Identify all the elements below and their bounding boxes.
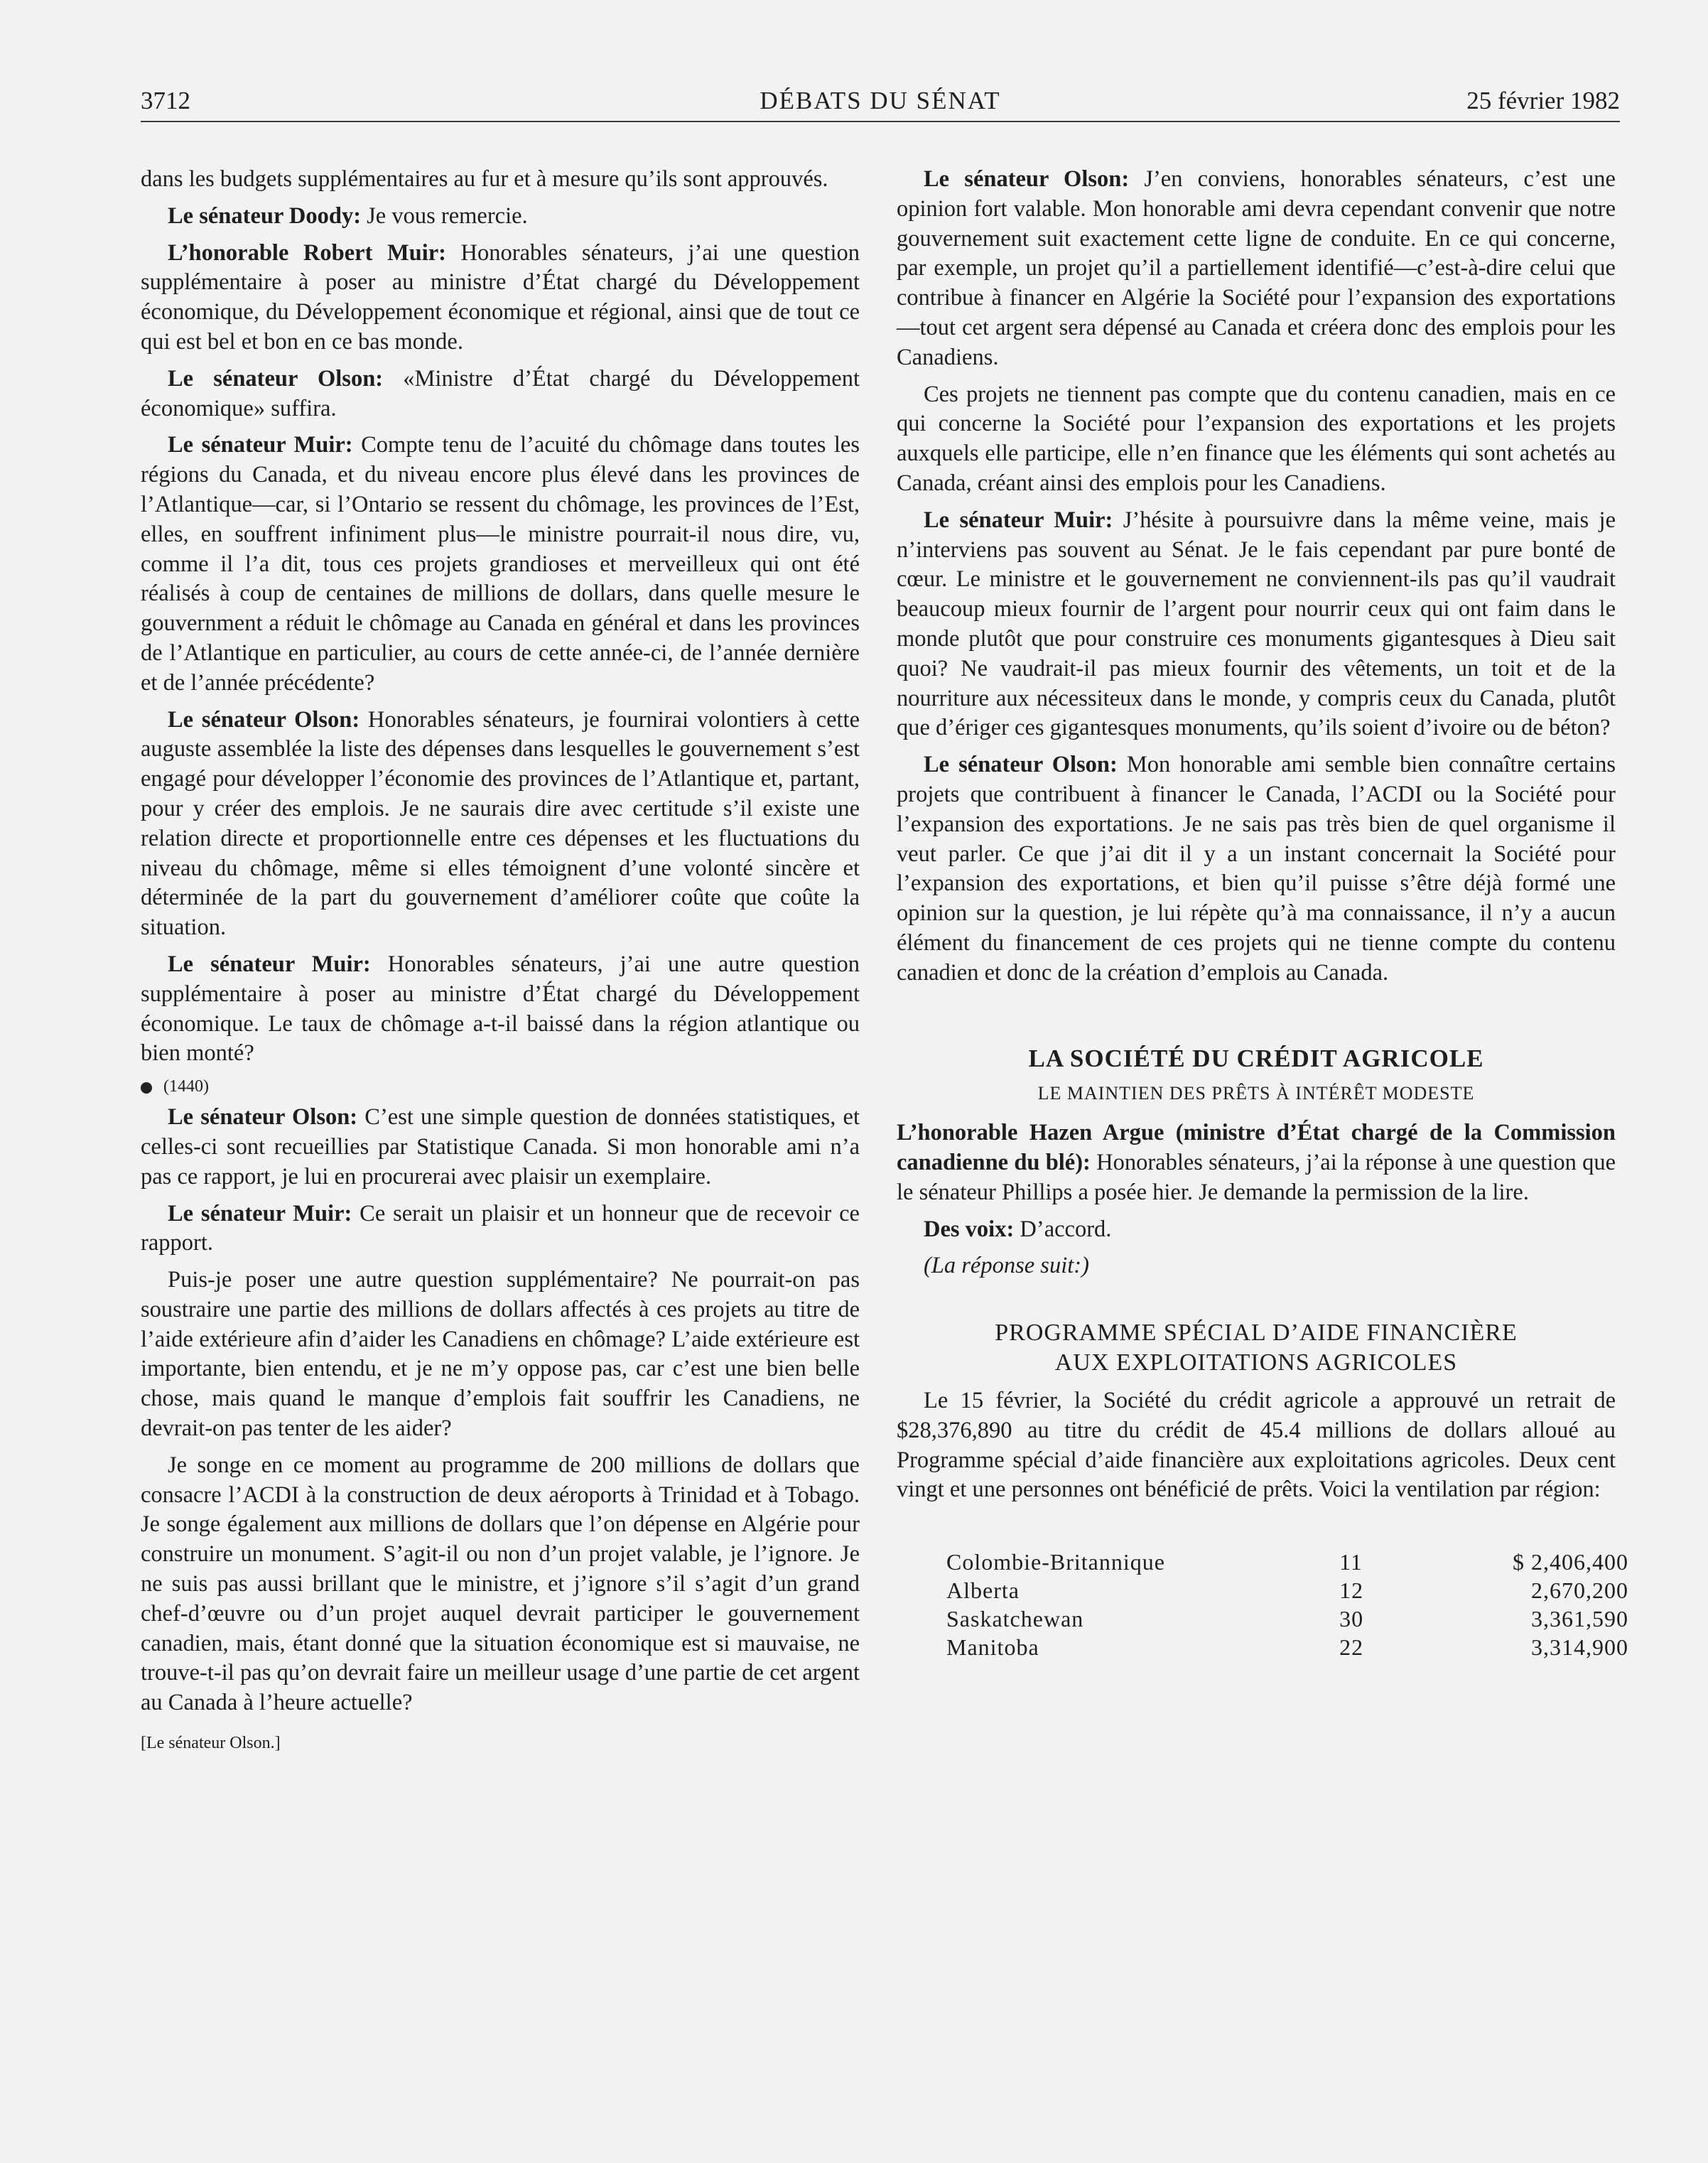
count-cell: 12 (1339, 1577, 1364, 1604)
paragraph (897, 1118, 1616, 1207)
paragraph (141, 1103, 860, 1192)
speech: «Ministre d’État chargé du Développement économique» suffira. (141, 365, 860, 421)
region-cell: Colombie-Britannique (946, 1549, 1165, 1575)
table-row (946, 1633, 1628, 1661)
heading-line: AUX EXPLOITATIONS AGRICOLES (1054, 1349, 1458, 1376)
speaker: Le sénateur Muir: (924, 507, 1113, 533)
paragraph (141, 1199, 860, 1259)
region-cell: Alberta (946, 1577, 1020, 1604)
amount-cell: 3,314,900 (1531, 1634, 1628, 1661)
right-column (897, 165, 1628, 1661)
paragraph (141, 950, 860, 1069)
speech: Ce serait un plaisir et un honneur que de recevoir ce rapport. (141, 1200, 860, 1256)
speech: J’en conviens, honorables sénateurs, c’est une opinion fort valable. Mon honorable ami devra cependant convenir que notre gouvernement suit exactement cette ligne de conduite. En ce qui concerne, par exemple, un projet qu’il a partiellement identifié—c’est-à-dire celui que contribue à financer en Algérie la Société pour l’expansion des exportations—tout cet argent sera dépensé au Canada et créera donc des emplois pour les Canadiens. (897, 166, 1616, 370)
bullet-icon (141, 1082, 152, 1094)
page-number: 3712 (141, 87, 190, 114)
count-cell: 11 (1339, 1549, 1363, 1575)
speech: Honorables sénateurs, j’ai une autre question supplémentaire à poser au ministre d’État chargé du Développement économique. Le taux de chômage a-t-il baissé dans la région atlantique ou bien monté? (141, 951, 860, 1067)
section-heading (939, 1318, 1573, 1378)
paragraph: Ces projets ne tiennent pas compte que du contenu canadien, mais en ce qui concerne la Société pour l’expansion des exportations et les projets auxquels elle participe, elle n’en finance que les éléments qui sont achetés au Canada, créant ainsi des emplois pour les Canadiens. (897, 381, 1616, 496)
speaker: Le sénateur Doody: (168, 203, 362, 229)
speaker: Le sénateur Olson: (168, 706, 360, 733)
paragraph: dans les budgets supplémentaires au fur et à mesure qu’ils sont approuvés. (141, 166, 828, 192)
table-row (946, 1576, 1628, 1604)
speech: Je vous remercie. (361, 203, 528, 229)
speaker: Le sénateur Olson: (168, 365, 384, 392)
paragraph (141, 365, 860, 424)
paragraph (897, 506, 1616, 743)
speech: Honorables sénateurs, j’ai la réponse à une question que le sénateur Phillips a posée hier. Je demande la permission de la lire. (897, 1149, 1616, 1205)
section-subheading: LE MAINTIEN DES PRÊTS À INTÉRÊT MODESTE (1037, 1083, 1475, 1104)
speech: J’hésite à poursuivre dans la même veine, mais je n’interviens pas souvent au Sénat. Je le fais cependant par pure bonté de cœur. Le ministre et le gouvernement ne conviennent-ils pas qu’il vaudrait beaucoup mieux fournir de l’argent pour nourrir ceux qui ont faim dans le monde plutôt que pour construire ces monuments gigantesques à Dieu sait quoi? Ne vaudrait-il pas mieux fournir des vêtements, un toit et de la nourriture aux nécessiteux dans le monde, y compris ceux du Canada, plutôt que d’ériger ces gigantesques monuments, qu’ils soient d’ivoire ou de béton? (897, 507, 1616, 741)
table-row (946, 1548, 1628, 1576)
region-cell: Manitoba (946, 1634, 1039, 1661)
table-row (946, 1604, 1628, 1633)
paragraph: Le 15 février, la Société du crédit agricole a approuvé un retrait de $28,376,890 au titre du crédit de 45.4 millions de dollars alloué au Programme spécial d’aide financière aux exploitations agricoles. Deux cent vingt et une personnes ont bénéficié de prêts. Voici la ventilation par région: (897, 1388, 1616, 1503)
amount-cell: 2,670,200 (1531, 1577, 1628, 1604)
speech: C’est une simple question de données statistiques, et celles-ci sont recueillies par Statistique Canada. Si mon honorable ami n’a pas ce rapport, je lui en procurerai avec plaisir un exemplaire. (141, 1104, 860, 1190)
section-heading: LA SOCIÉTÉ DU CRÉDIT AGRICOLE (1028, 1044, 1484, 1072)
speech: Honorables sénateurs, je fournirai volontiers à cette auguste assemblée la liste des dépenses dans lesquelles le gouvernement s’est engagé pour développer l’économie des provinces de l’Atlantique et, partant, pour y créer des emplois. Je ne saurais dire avec certitude s’il existe une relation directe et proportionnelle entre ces dépenses et les fluctuations du niveau du chômage, même si elles témoignent d’une volonté sincère et déterminée de la part du gouvernement d’améliorer coûte que coûte la situation. (141, 706, 860, 941)
page-date: 25 février 1982 (1466, 87, 1620, 114)
left-column (141, 165, 860, 1754)
paragraph (141, 706, 860, 943)
paragraph (897, 165, 1616, 373)
count-cell: 22 (1339, 1634, 1364, 1661)
running-title: DÉBATS DU SÉNAT (760, 87, 1001, 114)
time-marker (141, 1076, 860, 1097)
time-marker-text: (1440) (163, 1077, 209, 1096)
region-table (946, 1548, 1628, 1661)
speaker: Le sénateur Muir: (168, 951, 371, 977)
speaker: L’honorable Robert Muir: (168, 239, 446, 266)
speaker: Le sénateur Olson: (168, 1104, 358, 1131)
speaker: Le sénateur Muir: (168, 1200, 352, 1226)
speaker: Le sénateur Olson: (924, 166, 1130, 192)
speaker: L’honorable Hazen Argue (ministre d’État chargé de la Commission canadienne du blé): (897, 1120, 1616, 1175)
paragraph (141, 202, 860, 232)
footnote: [Le sénateur Olson.] (141, 1734, 281, 1753)
count-cell: 30 (1339, 1606, 1364, 1632)
paragraph: Je songe en ce moment au programme de 200 millions de dollars que consacre l’ACDI à la construction de deux aéroports à Trinidad et à Tobago. Je songe également aux millions de dollars que l’on dépense en Algérie pour construire un monument. S’agit-il ou non d’un projet valable, je l’ignore. Je ne suis pas aussi brillant que le ministre, et j’ignore s’il s’agit d’un grand chef-d’œuvre ou d’un projet auquel devrait participer le gouvernement canadien, mais, étant donné que la situation économique est si mauvaise, ne trouve-t-il pas qu’on devrait faire un meilleur usage d’une partie de cet argent au Canada à l’heure actuelle? (141, 1452, 860, 1716)
speech: Honorables sénateurs, j’ai une question supplémentaire à poser au ministre d’État chargé du Développement économique, du Développement économique et régional, ainsi que de tout ce qui est bel et bon en ce bas monde. (141, 239, 860, 355)
speaker: Le sénateur Olson: (924, 752, 1118, 778)
paragraph (141, 239, 860, 357)
region-cell: Saskatchewan (946, 1606, 1084, 1632)
speech: D’accord. (1014, 1216, 1112, 1242)
paragraph (897, 1215, 1616, 1245)
amount-cell: $ 2,406,400 (1513, 1549, 1628, 1575)
amount-cell: 3,361,590 (1531, 1606, 1628, 1632)
speech: Compte tenu de l’acuité du chômage dans toutes les régions du Canada, et du niveau encore plus élevé dans les provinces de l’Atlantique—car, si l’Ontario se ressent du chômage, les provinces de l’Est, elles, en souffrent infiniment plus—le ministre pourrait-il nous dire, vu, comme il l’a dit, tous ces projets grandioses et merveilleux qui ont été réalisés à coup de centaines de millions de dollars, dans quelle mesure le gouvernment a réduit le chômage au Canada en général et dans les provinces de l’Atlantique en particulier, au cours de cette année-ci, de l’année dernière et de l’année précédente? (141, 432, 860, 696)
speech: Mon honorable ami semble bien connaître certains projets que contribuent à financer le Canada, l’ACDI ou la Société pour l’expansion des exportations. Je ne sais pas très bien de quel organisme il veut parler. Ce que j’ai dit il y a un instant concernait la Société pour l’expansion des exportations, et bien qu’il puisse s’être déjà formé une opinion sur la question, je lui répète qu’à ma connaissance, il n’y a aucun élément du financement de ces projets qui ne tienne compte du contenu canadien et donc de la création d’emplois au Canada. (897, 752, 1616, 986)
paragraph: Puis-je poser une autre question supplémentaire? Ne pourrait-on pas soustraire une partie des millions de dollars affectés à ces projets au titre de l’aide extérieure afin d’aider les Canadiens en chômage? L’aide extérieure est importante, bien entendu, et je ne m’y oppose pas, car c’est une bien belle chose, mais quand le manque d’emplois fait souffrir les Canadiens, ne devrait-on pas tenter de les aider? (141, 1267, 860, 1442)
paragraph (897, 750, 1616, 988)
paragraph (141, 431, 860, 698)
heading-line: PROGRAMME SPÉCIAL D’AIDE FINANCIÈRE (995, 1320, 1518, 1347)
paragraph: (La réponse suit:) (924, 1253, 1089, 1279)
speaker: Des voix: (924, 1216, 1015, 1242)
page-header (141, 84, 1620, 122)
speaker: Le sénateur Muir: (168, 432, 353, 458)
